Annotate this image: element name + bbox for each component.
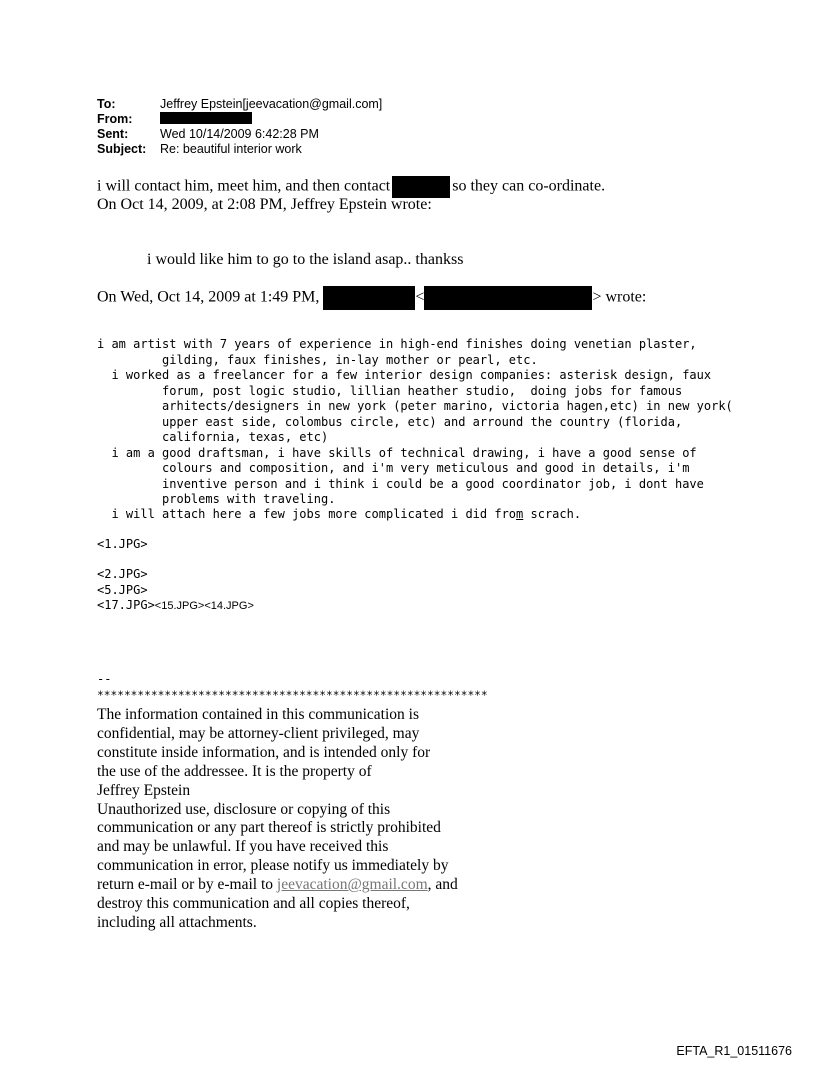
disclaimer-line: and may be unlawful. If you have received this xyxy=(97,838,389,856)
sent-value: Wed 10/14/2009 6:42:28 PM xyxy=(160,127,319,141)
quote-attribution-1: On Oct 14, 2009, at 2:08 PM, Jeffrey Epstein wrote: xyxy=(97,196,432,213)
disclaimer-line: communication or any part thereof is strictly prohibited xyxy=(97,819,441,837)
sent-label: Sent: xyxy=(97,127,129,141)
attachment-4 xyxy=(97,598,254,615)
disclaimer-line: confidential, may be attorney-client privileged, may xyxy=(97,724,420,742)
quote-attribution-2 xyxy=(97,286,646,310)
quoted-message-1: i would like him to go to the island asap.. thankss xyxy=(147,251,464,268)
disclaimer-line: including all attachments. xyxy=(97,913,257,931)
subject-value: Re: beautiful interior work xyxy=(160,142,302,156)
last-line-start: i will attach here a few jobs more complicated i did fro xyxy=(97,507,517,521)
redaction-box xyxy=(160,112,252,124)
redaction-box xyxy=(323,286,415,310)
to-value: Jeffrey Epstein[jeevacation@gmail.com] xyxy=(160,97,383,111)
signature-stars: ********************************************************** xyxy=(97,689,488,702)
attribution-text: On Wed, Oct 14, 2009 at 1:49 PM, xyxy=(97,288,320,306)
subject-label: Subject: xyxy=(97,142,147,156)
to-row xyxy=(97,97,382,112)
last-line-mid: m xyxy=(516,507,524,521)
message-body: i am artist with 7 years of experience in high-end finishes doing venetian plaster, gilding, faux finishes, in-lay mother or pearl, etc. i worked as a freelancer for a few interior design companies: asterisk design, faux forum, post logic studio, lillian heather studio, doing jobs for famous arhitects/designers in new york (peter marino, victoria hagen,etc) in new york( upper east side, colombus circle, etc) and arround the country (florida, california, texas, etc) i am a good draftsman, i have skills of technical drawing, i have a good sense of colours and composition, and i'm very meticulous and good in details, i'm inventive person and i think i could be a good coordinator job, i dont have problems with traveling. xyxy=(97,337,733,506)
attachment-5-name: <15.JPG><14.JPG> xyxy=(154,600,254,612)
disclaimer-line: communication in error, please notify us immediately by xyxy=(97,857,449,875)
disclaimer xyxy=(97,706,458,933)
attachment-4-name: <17.JPG> xyxy=(97,598,155,612)
redaction-box xyxy=(424,286,592,310)
disclaimer-text: return e-mail or by e-mail to xyxy=(97,876,277,894)
email-link[interactable]: jeevacation@gmail.com xyxy=(276,876,428,894)
reply-text-start: i will contact him, meet him, and then contact xyxy=(97,177,391,195)
disclaimer-line: the use of the addressee. It is the property of xyxy=(97,762,372,780)
last-line-end: scrach. xyxy=(523,507,582,521)
from-row xyxy=(97,112,382,127)
attachment-3: <5.JPG> xyxy=(97,583,148,597)
sent-row xyxy=(97,127,382,142)
disclaimer-line: Jeffrey Epstein xyxy=(97,781,191,799)
attribution-bracket: < xyxy=(415,288,425,306)
message-last-line xyxy=(97,507,581,523)
attachment-2: <2.JPG> xyxy=(97,567,148,581)
document-id: EFTA_R1_01511676 xyxy=(676,1044,792,1058)
subject-row xyxy=(97,142,382,157)
attachment-1: <1.JPG> xyxy=(97,537,148,551)
disclaimer-text: , and xyxy=(427,876,458,894)
attribution-wrote: > wrote: xyxy=(592,288,647,306)
reply-text-end: so they can co-ordinate. xyxy=(452,177,606,195)
disclaimer-line: Unauthorized use, disclosure or copying of this xyxy=(97,800,391,818)
disclaimer-line: destroy this communication and all copies thereof, xyxy=(97,895,410,913)
email-header xyxy=(97,97,382,157)
to-label: To: xyxy=(97,97,116,111)
disclaimer-line: constitute inside information, and is intended only for xyxy=(97,743,431,761)
disclaimer-line: The information contained in this communication is xyxy=(97,706,419,723)
from-label: From: xyxy=(97,112,133,126)
signature-dashes: -- xyxy=(97,672,112,686)
disclaimer-line xyxy=(97,876,458,895)
